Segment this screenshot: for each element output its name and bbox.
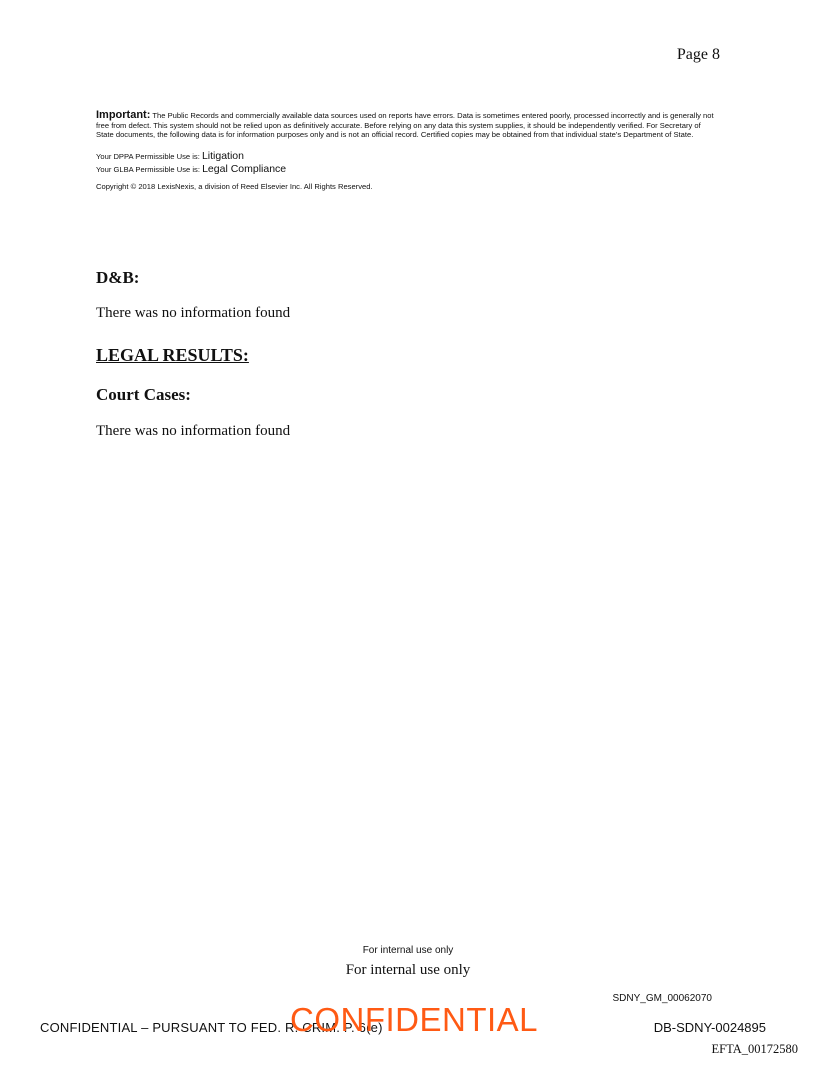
- court-no-info-text: There was no information found: [96, 423, 291, 439]
- dnb-heading: D&B:: [96, 268, 140, 287]
- permissible-use-block: [96, 150, 716, 176]
- bates-number-top: SDNY_GM_00062070: [612, 993, 712, 1004]
- dppa-label: Your DPPA Permissible Use is:: [96, 151, 200, 161]
- glba-value: Legal Compliance: [202, 162, 287, 175]
- efta-number: EFTA_00172580: [711, 1042, 798, 1056]
- glba-line: [96, 163, 716, 176]
- internal-use-small: For internal use only: [362, 945, 454, 956]
- dnb-no-info-text: There was no information found: [96, 305, 291, 321]
- bates-number-right: DB-SDNY-0024895: [653, 1020, 766, 1035]
- internal-use-serif: For internal use only: [345, 962, 471, 978]
- confidential-stamp: CONFIDENTIAL: [290, 1001, 539, 1038]
- glba-label: Your GLBA Permissible Use is:: [96, 164, 200, 174]
- copyright-notice: Copyright © 2018 LexisNexis, a division of Reed Elsevier Inc. All Rights Reserved.: [96, 181, 373, 191]
- confidential-notice: CONFIDENTIAL – PURSUANT TO FED. R. CRIM. P. 6(e): [40, 1020, 383, 1035]
- page-number: Page 8: [676, 46, 720, 63]
- important-paragraph: [96, 111, 716, 140]
- dppa-line: [96, 150, 716, 163]
- disclaimer-block: [96, 111, 716, 191]
- important-label: Important:: [96, 109, 151, 121]
- important-text: The Public Records and commercially available data sources used on reports have errors. Data is sometimes entered poorly, processed incorrectly and is generally not free from defect. This system should not be relied upon as definitively accurate. Before relying on any data this system supplies, it should be independently verified. For Secretary of State documents, the following data is for information purposes only and is not an official record. Certified copies may be obtained from that individual state's Department of State.: [96, 111, 714, 140]
- legal-results-heading: LEGAL RESULTS:: [96, 345, 249, 365]
- dppa-value: Litigation: [201, 149, 244, 162]
- court-cases-heading: Court Cases:: [96, 385, 191, 404]
